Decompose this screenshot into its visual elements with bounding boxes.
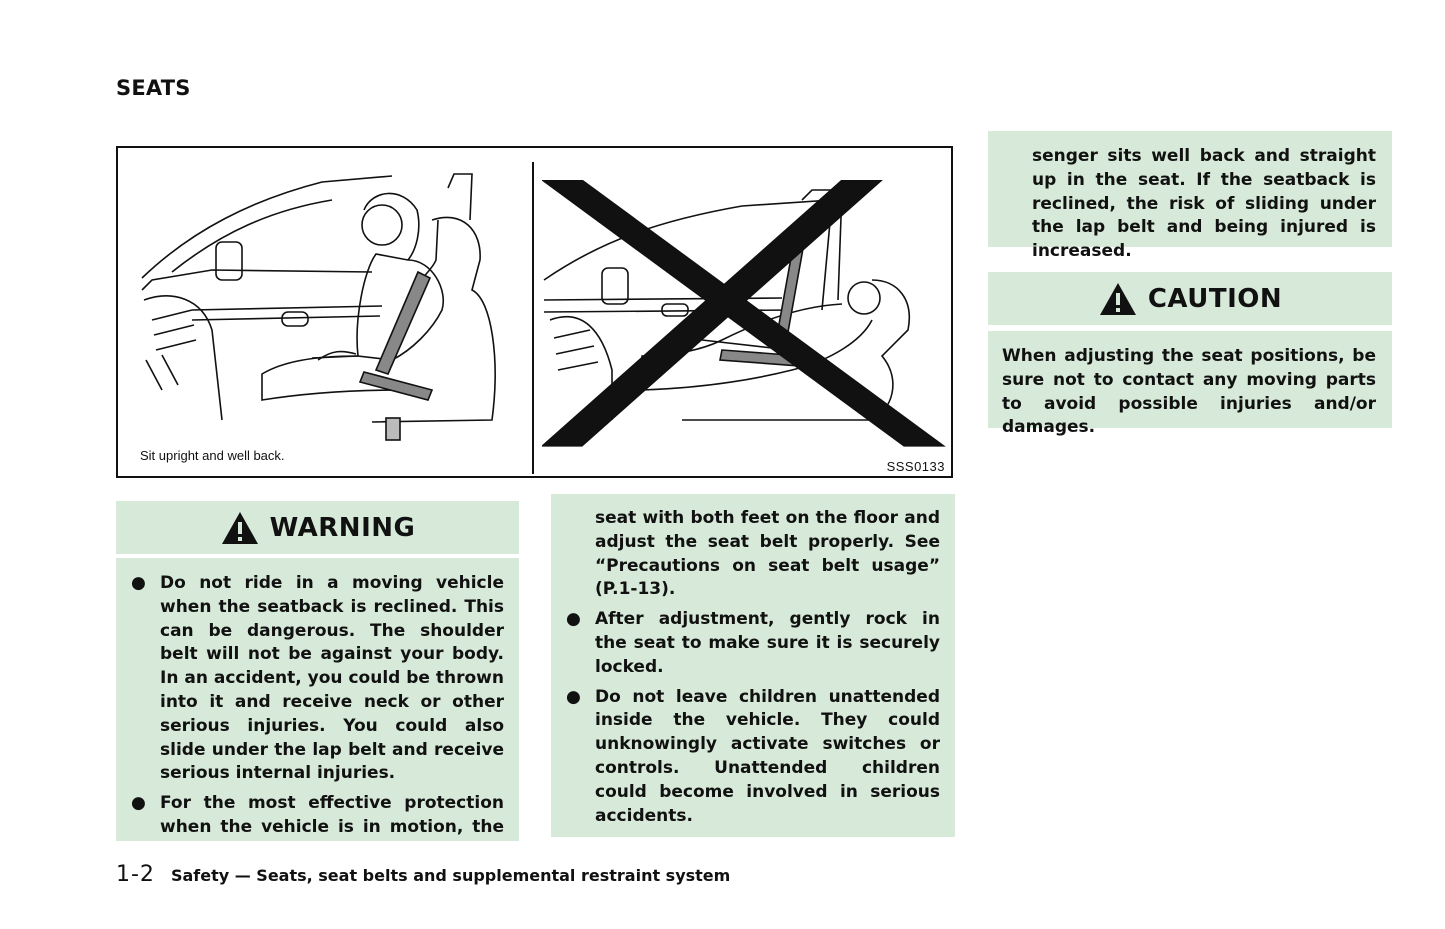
warning-item (116, 792, 519, 841)
warning-item-text (595, 835, 940, 837)
bullet-icon: ● (131, 793, 146, 814)
warning-item (551, 608, 955, 679)
page-footer (116, 862, 730, 887)
chapter-title: Safety — Seats, seat belts and supplemental restraint system (170, 866, 731, 885)
warning-triangle-icon (1098, 281, 1138, 317)
warning-item (116, 572, 519, 786)
warning-continuation-column (551, 494, 955, 837)
warning-item (551, 686, 955, 829)
upright-seating-illustration (132, 160, 528, 450)
bullet-icon: ● (566, 686, 581, 707)
bullet-icon: ● (566, 609, 581, 630)
figure-divider (532, 162, 534, 474)
warning-item-text: Do not leave children unattended inside the vehicle. They could unknowingly activate switches or controls. Unattended children could become involved in serious accidents. (595, 686, 940, 826)
caution-header (988, 272, 1392, 325)
section-title: SEATS (116, 76, 191, 100)
warning-item-text: For the most effective protection when the vehicle is in motion, the (160, 793, 504, 837)
warning-item-text: Do not ride in a moving vehicle when the seatback is reclined. This can be dangerous. The shoulder belt will not be against your body. In an accident, you could be thrown into it and receive neck or other serious injuries. You could also slide under the lap belt and receive serious internal injuries. (160, 573, 504, 784)
bullet-icon (566, 834, 581, 837)
reclined-seating-illustration (542, 180, 946, 448)
warning-triangle-icon (220, 510, 260, 546)
continuation-text: senger sits well back and straight up in the seat. If the seatback is reclined, the risk of sliding under the lap belt and being injured is increased. (1032, 146, 1376, 262)
bullet-icon: ● (131, 573, 146, 593)
warning-item-text: After adjustment, gently rock in the seat to make sure it is securely locked. (595, 609, 940, 677)
caution-text: When adjusting the seat positions, be sure not to contact any moving parts to avoid possible injuries and/or damages. (1002, 346, 1376, 438)
page-number: 1-2 (116, 862, 155, 887)
warning-item (551, 834, 955, 837)
warning-title: WARNING (269, 512, 416, 543)
caution-title: CAUTION (1147, 283, 1283, 314)
warning-header (116, 501, 519, 554)
figure-caption: Sit upright and well back. (140, 448, 285, 463)
illustration-figure (116, 146, 953, 478)
continuation-text: seat with both feet on the floor and adjust the seat belt properly. See “Precautions on seat belt usage” (P.1-13). (595, 508, 940, 600)
warning-body (116, 558, 519, 841)
figure-code: SSS0133 (886, 459, 945, 474)
caution-body (988, 331, 1392, 438)
warning-continuation-right (988, 131, 1392, 262)
